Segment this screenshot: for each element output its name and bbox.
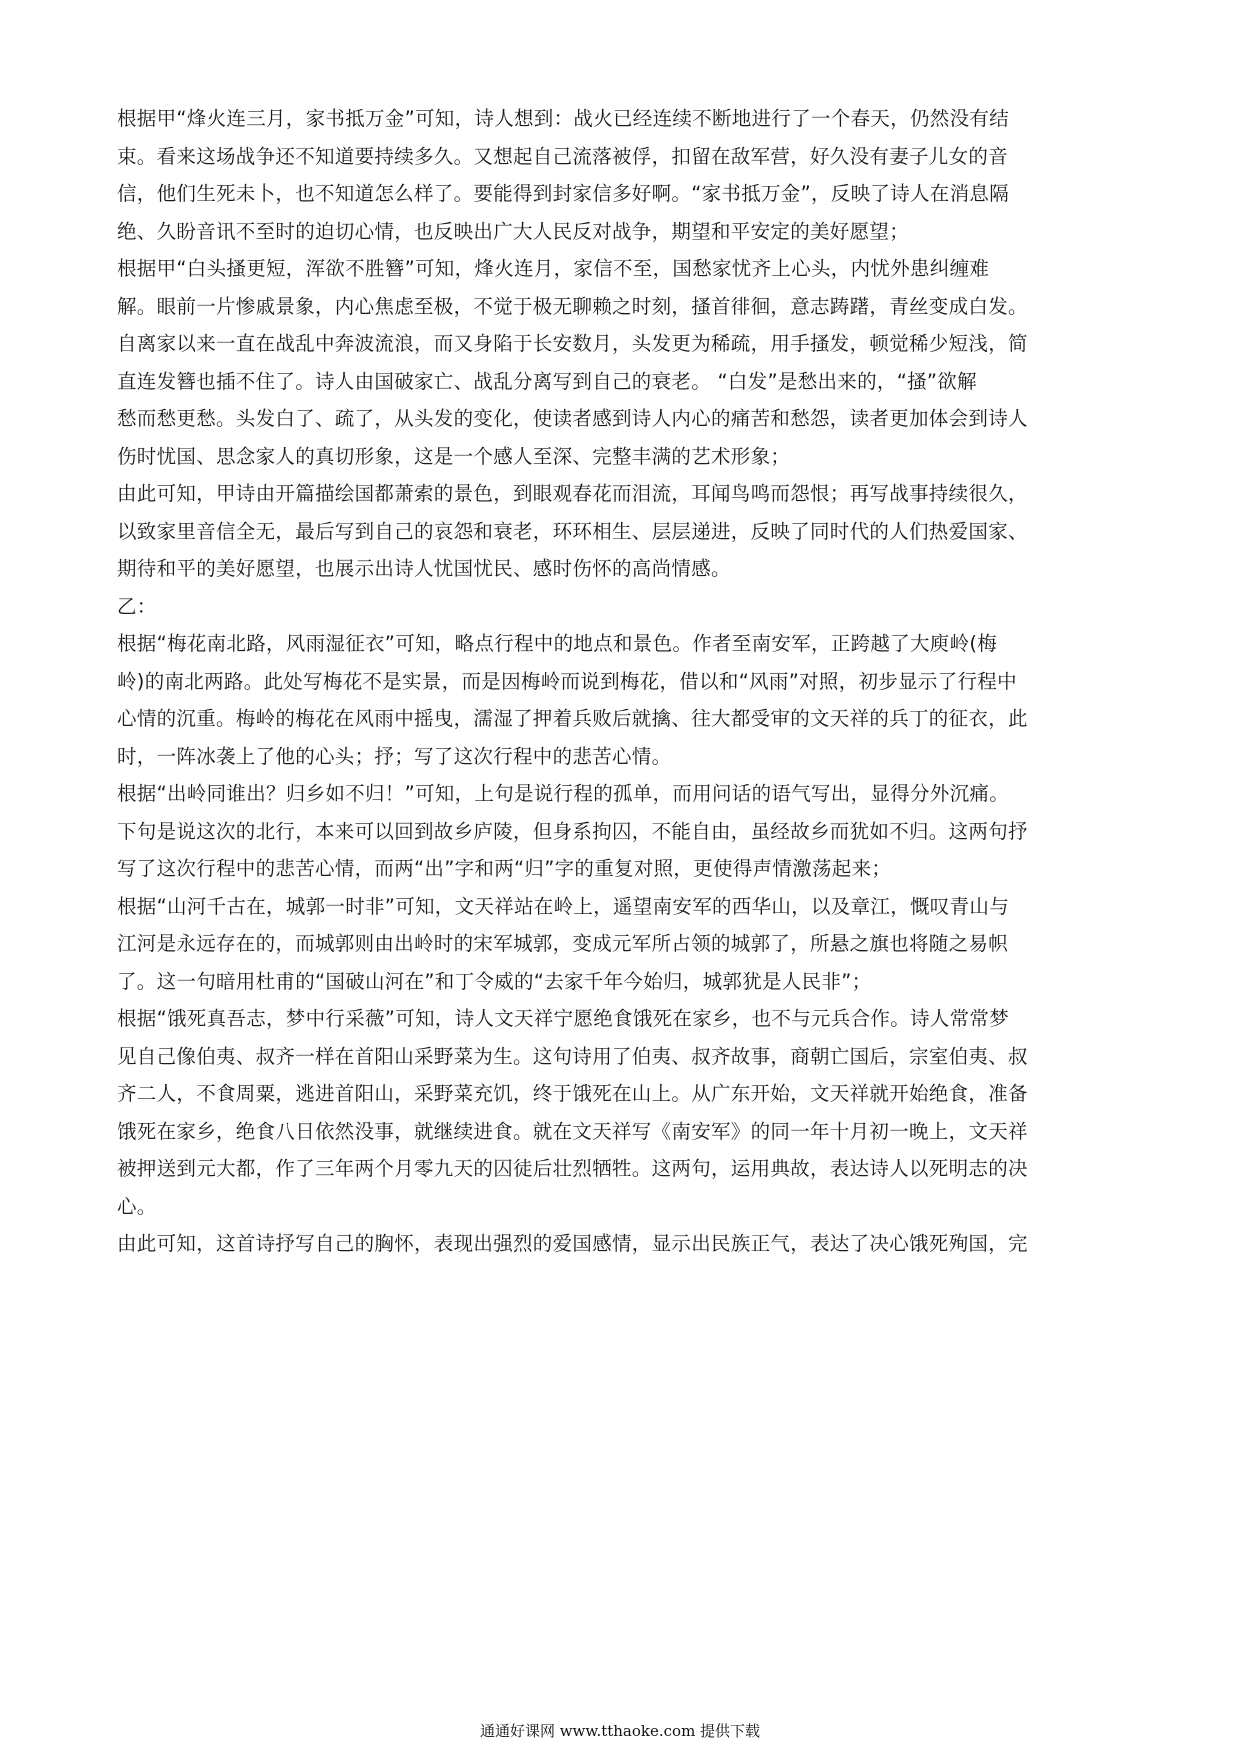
text-line: 岭)的南北两路。此处写梅花不是实景，而是因梅岭而说到梅花，借以和“风雨”对照，初步显示了行程中 [117, 669, 1017, 693]
text-line: 由此可知，甲诗由开篇描绘国都萧索的景色，到眼观春花而泪流，耳闻鸟鸣而怨恨；再写战事持续很久， [117, 482, 1028, 505]
text-line: 由此可知，这首诗抒写自己的胸怀，表现出强烈的爱国感情，显示出民族正气，表达了决心饿死殉国，完 [117, 1232, 1028, 1255]
text-line: 愁而愁更愁。头发白了、疏了，从头发的变化，使读者感到诗人内心的痛苦和愁怨，读者更加体会到诗人 [117, 407, 1028, 430]
text-line: 被押送到元大都，作了三年两个月零九天的囚徒后壮烈牺牲。这两句，运用典故，表达诗人以死明志的决 [117, 1157, 1028, 1180]
text-line: 根据“饿死真吾志，梦中行采薇”可知，诗人文天祥宁愿绝食饿死在家乡，也不与元兵合作。诗人常常梦 [117, 1007, 1010, 1030]
text-line: 齐二人，不食周粟，逃进首阳山，采野菜充饥，终于饿死在山上。从广东开始，文天祥就开始绝食，准备 [117, 1082, 1028, 1105]
text-line: 根据“山河千古在，城郭一时非”可知，文天祥站在岭上，遥望南安军的西华山，以及章江，慨叹青山与 [117, 894, 1010, 918]
document-body [117, 100, 1122, 1263]
text-line: 饿死在家乡，绝食八日依然没事，就继续进食。就在文天祥写《南安军》的同一年十月初一晚上，文天祥 [117, 1119, 1028, 1143]
text-line: 根据“梅花南北路，风雨湿征衣”可知，略点行程中的地点和景色。作者至南安军，正跨越了大庾岭(梅 [117, 632, 998, 655]
text-line: 心。 [117, 1194, 157, 1218]
text-line: 期待和平的美好愿望，也展示出诗人忧国忧民、感时伤怀的高尚情感。 [117, 557, 731, 580]
text-line: 直连发簪也插不住了。诗人由国破家亡、战乱分离写到自己的衰老。 “白发”是愁出来的，“搔”欲解 [117, 369, 977, 393]
text-line: 时，一阵冰袭上了他的心头；抒；写了这次行程中的悲苦心情。 [117, 744, 672, 768]
text-line: 下句是说这次的北行，本来可以回到故乡庐陵，但身系拘囚，不能自由，虽经故乡而犹如不归。这两句抒 [117, 819, 1028, 843]
text-line: 见自己像伯夷、叔齐一样在首阳山采野菜为生。这句诗用了伯夷、叔齐故事，商朝亡国后，宗室伯夷、叔 [117, 1044, 1028, 1068]
text-line: 解。眼前一片惨戚景象，内心焦虑至极，不觉于极无聊赖之时刻，搔首徘徊，意志踌躇，青丝变成白发。 [117, 294, 1028, 318]
text-line: 绝、久盼音讯不至时的迫切心情，也反映出广大人民反对战争，期望和平安定的美好愿望； [117, 219, 910, 243]
page-footer: 通通好课网 www.tthaoke.com 提供下载 [479, 1722, 761, 1740]
text-line: 根据甲“烽火连三月，家书抵万金”可知，诗人想到：战火已经连续不断地进行了一个春天，仍然没有结 [117, 107, 1010, 130]
text-line: 心情的沉重。梅岭的梅花在风雨中摇曳，濡湿了押着兵败后就擒、往大都受审的文天祥的兵丁的征衣，此 [117, 707, 1028, 730]
text-line: 了。这一句暗用杜甫的“国破山河在”和丁令威的“去家千年今始归，城郭犹是人民非”； [117, 969, 872, 993]
text-line: 乙： [117, 594, 157, 618]
text-line: 伤时忧国、思念家人的真切形象，这是一个感人至深、完整丰满的艺术形象； [117, 444, 791, 468]
text-line: 以致家里音信全无，最后写到自己的哀怨和衰老，环环相生、层层递进，反映了同时代的人们热爱国家、 [117, 519, 1028, 543]
text-line: 信，他们生死未卜，也不知道怎么样了。要能得到封家信多好啊。“家书抵万金”，反映了诗人在消息隔 [117, 182, 1010, 205]
text-line: 束。看来这场战争还不知道要持续多久。又想起自己流落被俘，扣留在敌军营，好久没有妻子儿女的音 [117, 144, 1009, 168]
text-line: 根据“出岭同谁出？归乡如不归！”可知，上句是说行程的孤单，而用问话的语气写出，显得分外沉痛。 [117, 782, 1010, 805]
text-line: 根据甲“白头搔更短，浑欲不胜簪”可知，烽火连月，家信不至，国愁家忧齐上心头，内忧外患纠缠难 [117, 257, 990, 280]
text-line: 江河是永远存在的，而城郭则由出岭时的宋军城郭，变成元军所占领的城郭了，所悬之旗也将随之易帜 [117, 932, 1009, 955]
text-line: 自离家以来一直在战乱中奔波流浪，而又身陷于长安数月，头发更为稀疏，用手搔发，顿觉稀少短浅，简 [117, 332, 1028, 355]
text-line: 写了这次行程中的悲苦心情，而两“出”字和两“归”字的重复对照，更使得声情激荡起来； [117, 857, 892, 880]
